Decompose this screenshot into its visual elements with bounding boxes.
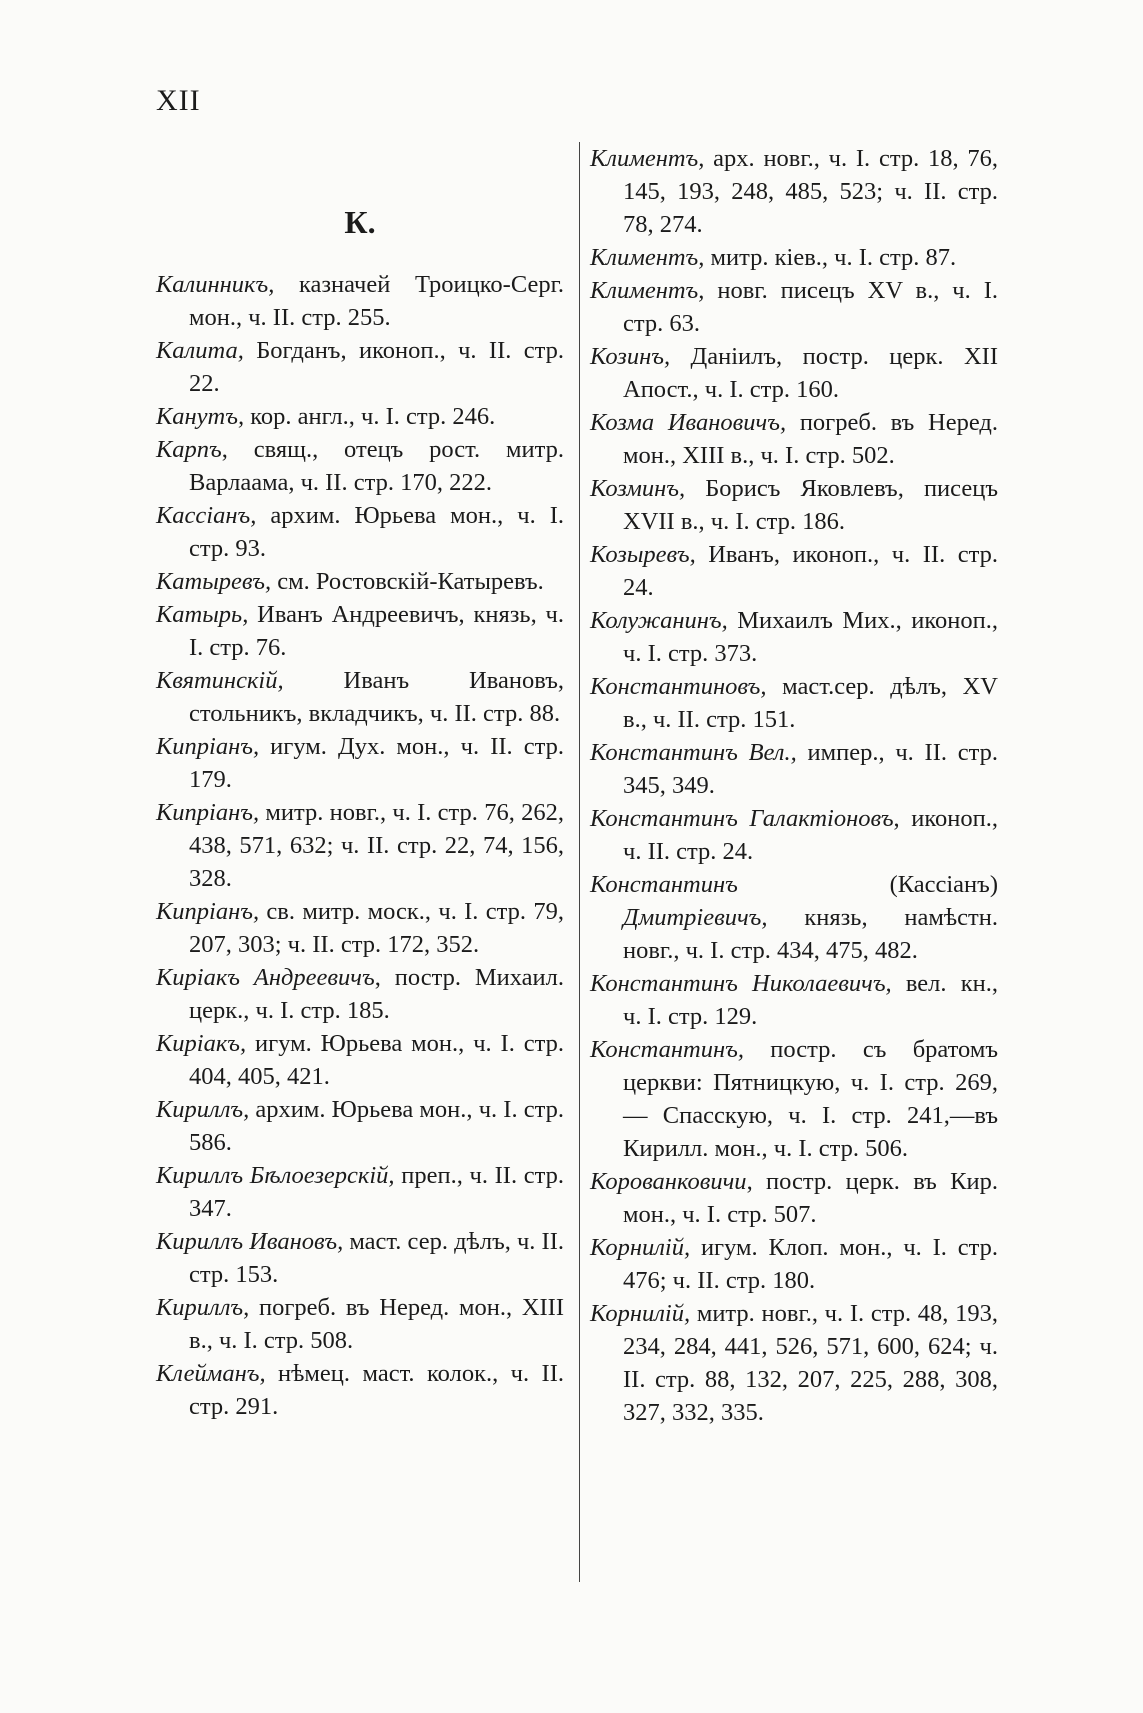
index-entry xyxy=(590,1033,998,1165)
entry-text: , иконоп., ч. II. стр. 24. xyxy=(623,805,998,865)
entry-text: св. митр. моск., ч. I. стр. 79, 207, 303; ч. II. стр. 172, 352. xyxy=(189,898,564,958)
entry-text: митр. кіев., ч. I. стр. 87. xyxy=(704,244,957,271)
entry-text: арх. новг., ч. I. стр. 18, 76, 145, 193, 248, 485, 523; ч. II. стр. 78, 274. xyxy=(623,145,998,238)
entry-headword: Кассіанъ, xyxy=(156,502,257,529)
entry-headword: Константинъ Галактіоновъ xyxy=(590,805,894,832)
index-entry xyxy=(156,598,564,664)
entry-list-left xyxy=(156,268,564,1423)
entry-headword: Калита, xyxy=(156,337,244,364)
index-entry xyxy=(156,400,564,433)
index-entry xyxy=(590,1297,998,1429)
entry-headword: Козинъ, xyxy=(590,343,671,370)
index-entry xyxy=(590,406,998,472)
index-entry xyxy=(156,499,564,565)
entry-headword: Дмитріевичъ, xyxy=(623,904,768,931)
entry-text: казначей Троицко-Серг. мон., ч. II. стр. 255. xyxy=(189,271,564,331)
entry-headword: Катырь, xyxy=(156,601,249,628)
entry-text: князь, намѣстн. новг., ч. I. стр. 434, 475, 482. xyxy=(623,904,998,964)
index-entry xyxy=(590,967,998,1033)
entry-headword: Кириллъ Ивановъ, xyxy=(156,1228,344,1255)
page-number: XII xyxy=(156,84,201,117)
entry-headword: Корованковичи xyxy=(590,1168,747,1195)
index-entry xyxy=(156,433,564,499)
index-entry xyxy=(590,340,998,406)
entry-headword: Константинъ xyxy=(590,871,738,898)
entry-headword: Кириллъ Бѣлоезерскій, xyxy=(156,1162,395,1189)
entry-text: (Кассіанъ) xyxy=(737,871,998,898)
entry-text: митр. новг., ч. I. стр. 48, 193, 234, 284, 441, 526, 571, 600, 624; ч. II. стр. 88, 132, 207, 225, 288, 308, 327, 332, 335. xyxy=(623,1300,998,1426)
entry-text: импер., ч. II. стр. 345, 349. xyxy=(623,739,998,799)
index-entry xyxy=(156,730,564,796)
entry-headword: Калинникъ, xyxy=(156,271,275,298)
index-entry xyxy=(590,670,998,736)
index-entry xyxy=(156,268,564,334)
entry-text: архим. Юрьева мон., ч. I. стр. 586. xyxy=(189,1096,564,1156)
index-entry xyxy=(156,1357,564,1423)
entry-text: погреб. въ Неред. мон., XIII в., ч. I. стр. 502. xyxy=(623,409,999,469)
index-entry xyxy=(156,1093,564,1159)
index-entry xyxy=(590,604,998,670)
entry-headword: Кириллъ, xyxy=(156,1096,250,1123)
entry-text: кор. англ., ч. I. стр. 246. xyxy=(244,403,496,430)
index-entry xyxy=(590,142,998,241)
entry-text: игум. Клоп. мон., ч. I. стр. 476; ч. II. стр. 180. xyxy=(623,1234,998,1294)
entry-text: , свящ., отецъ рост. митр. Варлаама, ч. II. стр. 170, 222. xyxy=(189,436,564,496)
entry-headword: Киріакъ, xyxy=(156,1030,247,1057)
entry-headword: Константинъ Вел., xyxy=(590,739,797,766)
index-entry xyxy=(590,241,998,274)
entry-text: вел. кн., ч. I. стр. 129. xyxy=(623,970,998,1030)
entry-headword: Квятинскій, xyxy=(156,667,284,694)
index-entry xyxy=(156,334,564,400)
entry-headword: Кипріанъ, xyxy=(156,898,260,925)
section-letter: К. xyxy=(344,204,376,240)
index-entry xyxy=(156,565,564,598)
entry-text: постр. съ братомъ церкви: Пятницкую, ч. I. стр. 269, — Спасскую, ч. I. стр. 241,—въ Кирилл. мон., ч. I. стр. 506. xyxy=(623,1036,998,1162)
entry-headword: Климентъ, xyxy=(590,244,705,271)
entry-text: нѣмец. маст. колок., ч. II. стр. 291. xyxy=(189,1360,564,1420)
index-column-left xyxy=(156,196,564,1423)
entry-text: Иванъ, иконоп., ч. II. стр. 24. xyxy=(623,541,998,601)
index-column-right xyxy=(590,142,998,1429)
entry-text: см. Ростовскій-Катыревъ. xyxy=(271,568,544,595)
entry-headword: Климентъ, xyxy=(590,277,705,304)
entry-text: Иванъ Ивановъ, стольникъ, вкладчикъ, ч. II. стр. 88. xyxy=(189,667,564,727)
index-entry xyxy=(156,1159,564,1225)
entry-text: игум. Дух. мон., ч. II. стр. 179. xyxy=(189,733,564,793)
index-entry xyxy=(156,1225,564,1291)
entry-text: преп., ч. II. стр. 347. xyxy=(189,1162,564,1222)
entry-headword: Корнилій, xyxy=(590,1234,691,1261)
entry-headword: Климентъ, xyxy=(590,145,705,172)
column-divider xyxy=(579,142,580,1582)
entry-text: архим. Юрьева мон., ч. I. стр. 93. xyxy=(189,502,564,562)
index-entry xyxy=(156,895,564,961)
entry-text: Богданъ, иконоп., ч. II. стр. 22. xyxy=(189,337,564,397)
entry-headword: Кипріанъ, xyxy=(156,733,260,760)
index-entry xyxy=(156,1291,564,1357)
index-entry xyxy=(590,868,998,967)
entry-headword: Константиновъ, xyxy=(590,673,767,700)
entry-headword: Корнилій, xyxy=(590,1300,691,1327)
entry-headword: Колужанинъ, xyxy=(590,607,728,634)
entry-text: , постр. Михаил. церк., ч. I. стр. 185. xyxy=(189,964,564,1024)
entry-text: маст.сер. дѣлъ, XV в., ч. II. стр. 151. xyxy=(623,673,998,733)
index-entry xyxy=(590,1165,998,1231)
index-entry xyxy=(590,1231,998,1297)
entry-list-right xyxy=(590,142,998,1429)
entry-headword: Козыревъ, xyxy=(590,541,696,568)
index-entry xyxy=(590,472,998,538)
entry-headword: Катыревъ, xyxy=(156,568,272,595)
entry-headword: Киріакъ Андреевичъ xyxy=(156,964,375,991)
index-entry xyxy=(590,274,998,340)
entry-headword: Кипріанъ, xyxy=(156,799,260,826)
index-entry xyxy=(156,796,564,895)
entry-text: игум. Юрьева мон., ч. I. стр. 404, 405, 421. xyxy=(189,1030,564,1090)
entry-headword: Клейманъ, xyxy=(156,1360,266,1387)
index-entry xyxy=(590,538,998,604)
entry-headword: Константинъ, xyxy=(590,1036,744,1063)
entry-text: митр. новг., ч. I. стр. 76, 262, 438, 571, 632; ч. II. стр. 22, 74, 156, 328. xyxy=(189,799,564,892)
index-entry xyxy=(156,1027,564,1093)
index-entry xyxy=(590,802,998,868)
entry-text: Михаилъ Мих., иконоп., ч. I. стр. 373. xyxy=(623,607,998,667)
index-entry xyxy=(590,736,998,802)
entry-headword: Козма Ивановичъ, xyxy=(590,409,787,436)
entry-headword: Карпъ xyxy=(156,436,222,463)
entry-text: новг. писецъ XV в., ч. I. стр. 63. xyxy=(623,277,998,337)
entry-headword: Козминъ, xyxy=(590,475,686,502)
entry-text: Борисъ Яковлевъ, писецъ XVII в., ч. I. стр. 186. xyxy=(623,475,998,535)
entry-text: Даніилъ, постр. церк. XII Апост., ч. I. стр. 160. xyxy=(623,343,998,403)
entry-text: , постр. церк. въ Кир. мон., ч. I. стр. 507. xyxy=(623,1168,998,1228)
entry-headword: Кириллъ, xyxy=(156,1294,250,1321)
entry-text: маст. сер. дѣлъ, ч. II. стр. 153. xyxy=(189,1228,565,1288)
entry-text: погреб. въ Неред. мон., XIII в., ч. I. стр. 508. xyxy=(189,1294,564,1354)
index-entry xyxy=(156,961,564,1027)
index-entry xyxy=(156,664,564,730)
entry-headword: Константинъ Николаевичъ, xyxy=(590,970,892,997)
entry-text: Иванъ Андреевичъ, князь, ч. I. стр. 76. xyxy=(189,601,564,661)
entry-headword: Канутъ, xyxy=(156,403,245,430)
